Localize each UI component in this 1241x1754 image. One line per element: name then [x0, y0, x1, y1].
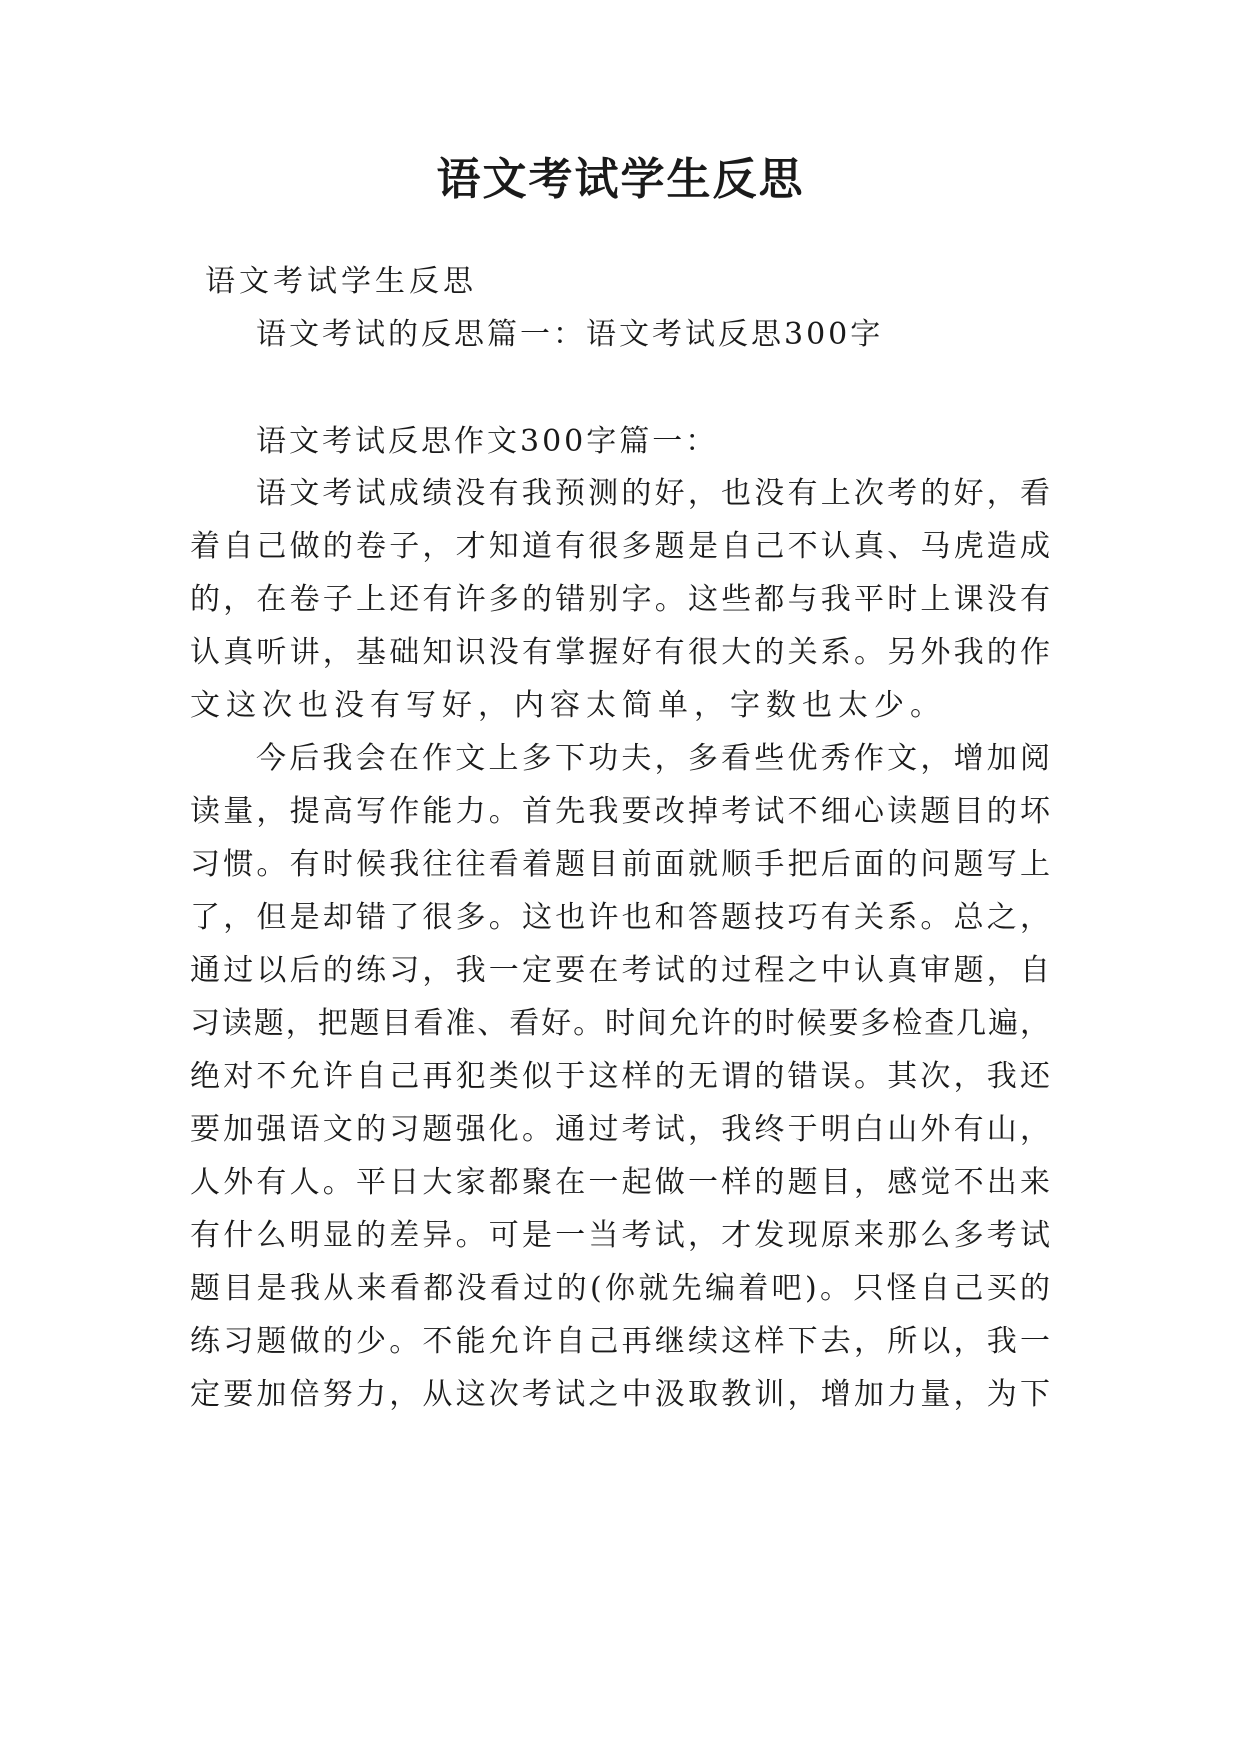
paragraph-line: 今后我会在作文上多下功夫，多看些优秀作文，增加阅 — [256, 741, 1050, 776]
paragraph-line: 了，但是却错了很多。这也许也和答题技巧有关系。总之， — [190, 900, 1050, 935]
paragraph-line: 读量，提高写作能力。首先我要改掉考试不细心读题目的坏 — [190, 794, 1050, 829]
document-title: 语文考试学生反思 — [436, 154, 805, 205]
paragraph-line: 文这次也没有写好，内容太简单，字数也太少。 — [190, 688, 946, 723]
paragraph-line: 题目是我从来看都没看过的(你就先编着吧)。只怪自己买的 — [190, 1271, 1050, 1306]
paragraph-line: 习读题，把题目看准、看好。时间允许的时候要多检查几遍， — [190, 1006, 1050, 1041]
section-heading: 语文考试的反思篇一：语文考试反思300字 — [256, 317, 884, 352]
paragraph-line: 人外有人。平日大家都聚在一起做一样的题目，感觉不出来 — [190, 1165, 1050, 1200]
paragraph-line: 有什么明显的差异。可是一当考试，才发现原来那么多考试 — [190, 1218, 1050, 1253]
paragraph-line: 习惯。有时候我往往看着题目前面就顺手把后面的问题写上 — [190, 847, 1050, 882]
paragraph-line: 着自己做的卷子，才知道有很多题是自己不认真、马虎造成 — [190, 529, 1050, 564]
paragraph-line: 练习题做的少。不能允许自己再继续这样下去，所以，我一 — [190, 1324, 1050, 1359]
paragraph-line: 的，在卷子上还有许多的错别字。这些都与我平时上课没有 — [190, 582, 1050, 617]
document-subtitle: 语文考试学生反思 — [205, 264, 477, 299]
paragraph-line: 定要加倍努力，从这次考试之中汲取教训，增加力量，为下 — [190, 1377, 1050, 1412]
paragraph-line: 通过以后的练习，我一定要在考试的过程之中认真审题，自 — [190, 953, 1050, 988]
paragraph-line: 认真听讲，基础知识没有掌握好有很大的关系。另外我的作 — [190, 635, 1050, 670]
paragraph-line: 要加强语文的习题强化。通过考试，我终于明白山外有山， — [190, 1112, 1050, 1147]
paragraph-line: 绝对不允许自己再犯类似于这样的无谓的错误。其次，我还 — [190, 1059, 1050, 1094]
essay-heading: 语文考试反思作文300字篇一： — [256, 424, 719, 459]
paragraph-line: 语文考试成绩没有我预测的好，也没有上次考的好，看 — [256, 476, 1050, 511]
